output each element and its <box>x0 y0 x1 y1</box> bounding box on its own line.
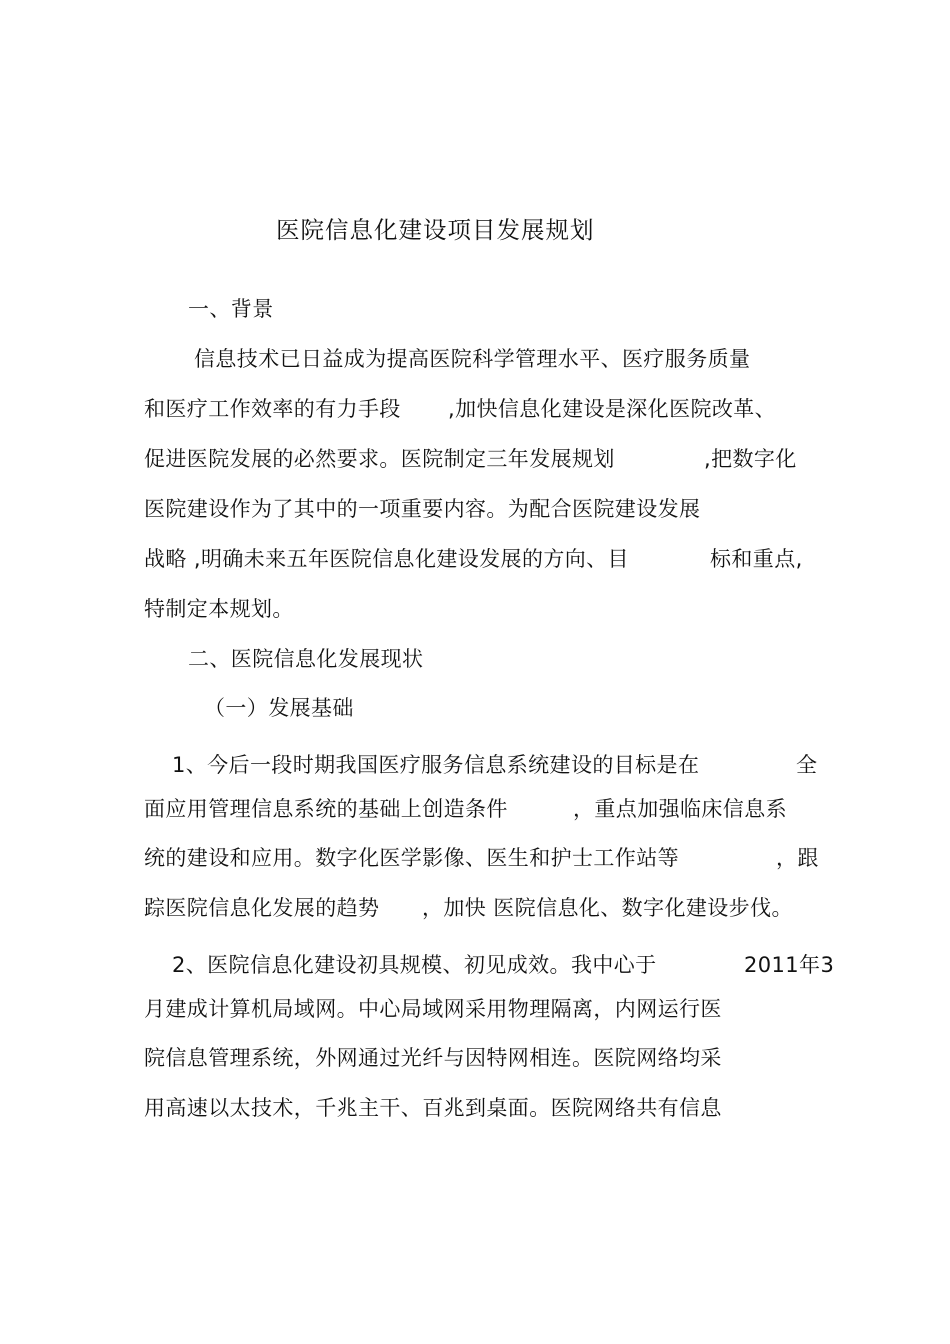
list-item-line: 踪医院信息化发展的趋势 <box>144 896 380 920</box>
paragraph-line: 促进医院发展的必然要求。医院制定三年发展规划 <box>144 447 615 471</box>
list-item-line: 院信息管理系统，外网通过光纤与因特网相连。医院网络均采 <box>144 1046 722 1070</box>
list-item-line: 用高速以太技术，千兆主干、百兆到桌面。医院网络共有信息 <box>144 1096 722 1120</box>
paragraph-line: 标和重点, <box>710 547 803 571</box>
list-item-line: 统的建设和应用。数字化医学影像、医生和护士工作站等 <box>144 846 679 870</box>
list-item-line: 2、医院信息化建设初具规模、初见成效。我中心于 <box>172 953 657 977</box>
document-title: 医院信息化建设项目发展规划 <box>276 216 595 244</box>
list-item-line: ，跟 <box>776 846 819 870</box>
list-item-line: ，重点加强临床信息系 <box>573 797 787 821</box>
paragraph-line: ,加快信息化建设是深化医院改革、 <box>448 397 777 421</box>
list-item-line: 2011年3 <box>744 953 835 977</box>
list-item-line: 全 <box>796 753 818 777</box>
list-item-line: ，加快 医院信息化、数字化建设步伐。 <box>422 896 793 920</box>
section-heading-status: 二、医院信息化发展现状 <box>188 647 424 671</box>
list-item-line: 月建成计算机局域网。中心局域网采用物理隔离，内网运行医 <box>144 997 722 1021</box>
list-item-line: 1、今后一段时期我国医疗服务信息系统建设的目标是在 <box>172 753 700 777</box>
list-item-line: 面应用管理信息系统的基础上创造条件 <box>144 797 508 821</box>
paragraph-line: 特制定本规划。 <box>144 597 294 621</box>
paragraph-line: 信息技术已日益成为提高医院科学管理水平、医疗服务质量 <box>194 347 751 371</box>
paragraph-line: 战略 ,明确未来五年医院信息化建设发展的方向、目 <box>144 547 629 571</box>
paragraph-line: 和医疗工作效率的有力手段 <box>144 397 401 421</box>
paragraph-line: ,把数字化 <box>704 447 797 471</box>
section-heading-background: 一、背景 <box>188 297 274 321</box>
paragraph-line: 医院建设作为了其中的一项重要内容。为配合医院建设发展 <box>144 497 701 521</box>
subsection-heading: （一）发展基础 <box>204 696 354 720</box>
